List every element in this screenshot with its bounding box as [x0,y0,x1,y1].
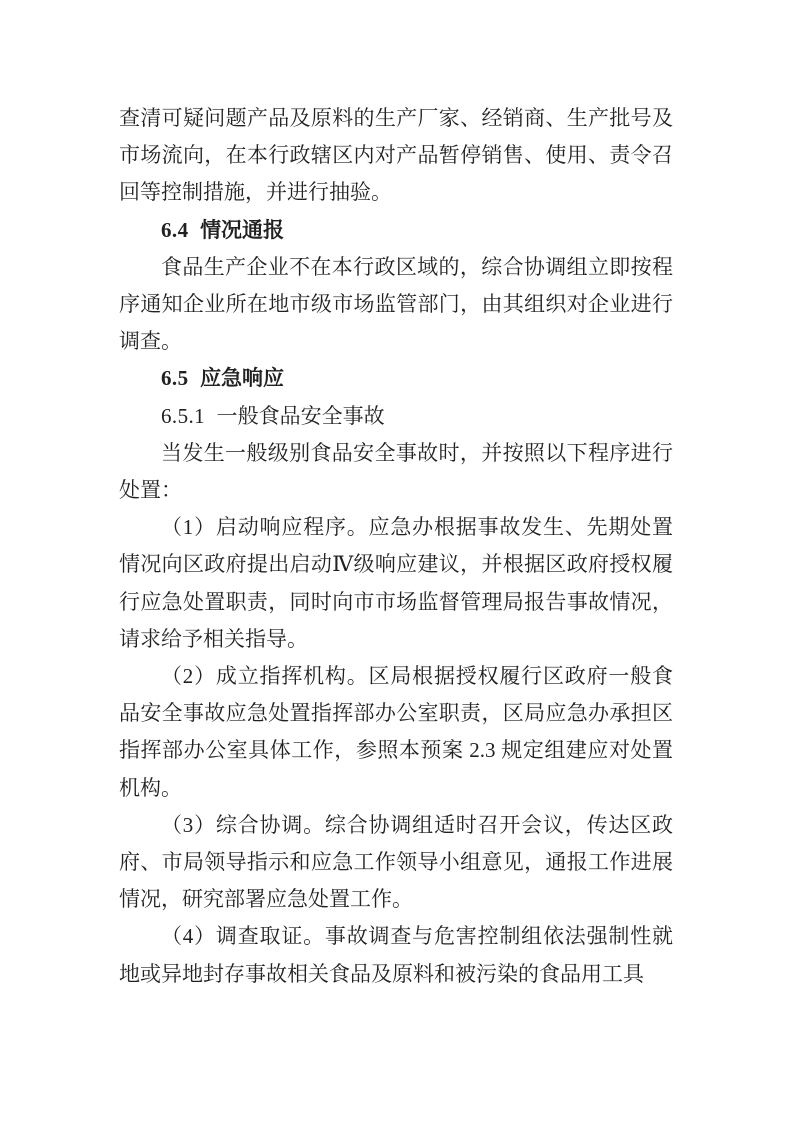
document-text-block [119,100,673,993]
paragraph-item-2: （2）成立指挥机构。区局根据授权履行区政府一般食品安全事故应急处置指挥部办公室职责，区局应急办承担区指挥部办公室具体工作，参照本预案 2.3 规定组建应对处置机构。 [119,664,673,800]
paragraph: 当发生一般级别食品安全事故时，并按照以下程序进行处置： [119,440,673,503]
paragraph-item-3: （3）综合协调。综合协调组适时召开会议，传达区政府、市局领导指示和应急工作领导小组意见，通报工作进展情况，研究部署应急处置工作。 [119,812,673,912]
section-heading-6-5-1 [119,398,673,435]
section-number: 6.5.1 [161,403,206,428]
paragraph-item-1: （1）启动响应程序。应急办根据事故发生、先期处置情况向区政府提出启动Ⅳ级响应建议，并根据区政府授权履行应急处置职责，同时向市市场监督管理局报告事故情况，请求给予相关指导。 [119,515,673,651]
section-heading-6-5 [119,360,673,397]
section-title: 一般食品安全事故 [216,403,385,428]
section-number: 6.4 [161,217,189,242]
section-heading-6-4 [119,212,673,249]
section-number: 6.5 [161,366,189,391]
paragraph-item-4: （4）调查取证。事故调查与危害控制组依法强制性就地或异地封存事故相关食品及原料和被污染的食品用工具 [119,924,673,986]
section-title: 应急响应 [200,366,285,391]
section-title: 情况通报 [200,217,285,242]
paragraph: 食品生产企业不在本行政区域的，综合协调组立即按程序通知企业所在地市级市场监管部门，由其组织对企业进行调查。 [119,254,673,354]
paragraph-continuation: 查清可疑问题产品及原料的生产厂家、经销商、生产批号及市场流向，在本行政辖区内对产品暂停销售、使用、责令召回等控制措施，并进行抽验。 [119,106,673,205]
